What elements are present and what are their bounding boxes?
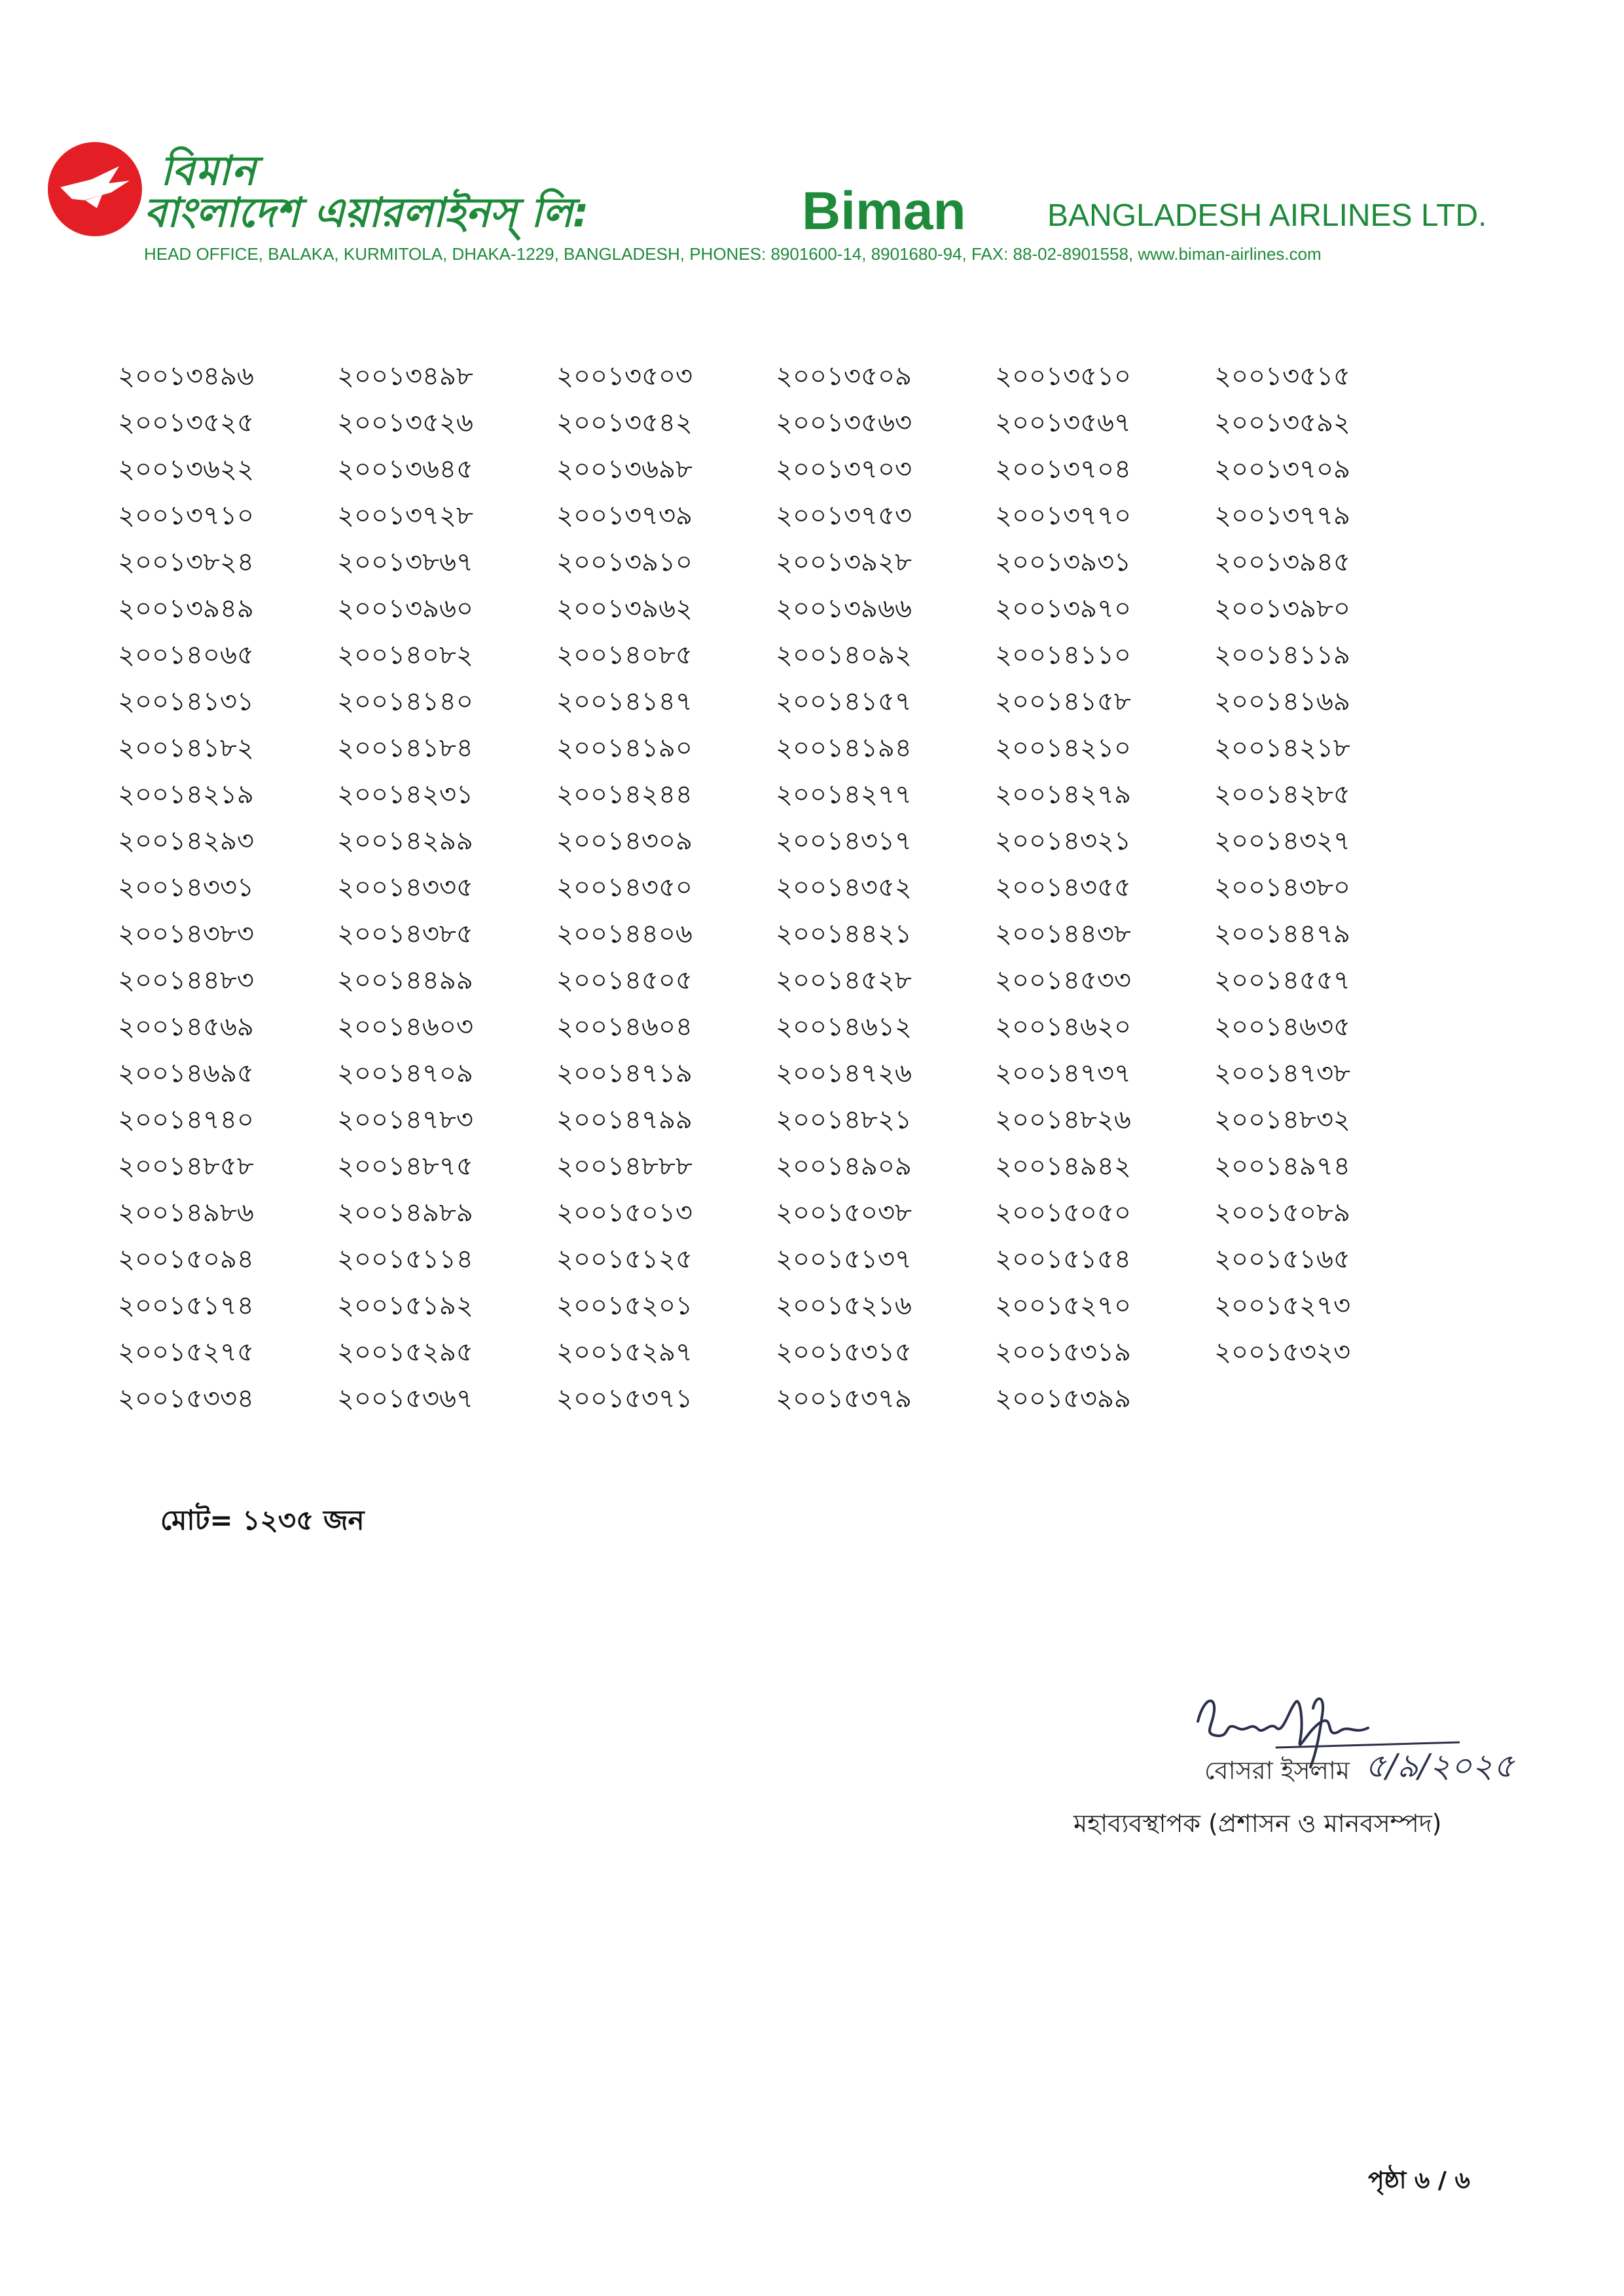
id-number-cell: ২০০১৪৯৮৬ <box>118 1198 254 1228</box>
id-number-cell: ২০০১৫১২৫ <box>556 1244 693 1274</box>
id-number-cell: ২০০১৪১৫৭ <box>776 687 912 717</box>
id-number-cell: ২০০১৪১৮৪ <box>337 733 473 763</box>
id-number-cell: ২০০১৫১৯২ <box>337 1291 473 1321</box>
id-number-cell: ২০০১৪৩৫৫ <box>995 872 1131 903</box>
id-number-cell: ২০০১৩৫০৩ <box>556 361 693 391</box>
id-number-cell: ২০০১৪৫৫৭ <box>1214 965 1350 996</box>
id-number-cell: ২০০১৩৬৪৫ <box>337 454 473 484</box>
id-number-cell: ২০০১৪৮৭৫ <box>337 1151 473 1181</box>
id-number-cell: ২০০১৩৫৯২ <box>1214 408 1350 438</box>
id-number-cell: ২০০১৪২৯৯ <box>337 826 473 856</box>
id-number-cell: ২০০১৫৩১৯ <box>995 1337 1131 1367</box>
id-number-cell: ২০০১৩৮৬৭ <box>337 547 473 577</box>
id-number-cell: ২০০১৩৭২৮ <box>337 501 473 531</box>
id-number-cell: ২০০১৩৭১০ <box>118 501 254 531</box>
id-number-cell: ২০০১৪৬১২ <box>776 1012 912 1042</box>
id-number-cell: ২০০১৪১৫৮ <box>995 687 1131 717</box>
id-number-cell: ২০০১৪২৭৭ <box>776 780 912 810</box>
id-number-cell: ২০০১৩৪৯৮ <box>337 361 473 391</box>
id-number-cell: ২০০১৩৫৬৩ <box>776 408 912 438</box>
id-number-cell: ২০০১৪১৪০ <box>337 687 473 717</box>
id-number-cell: ২০০১৩৯৬০ <box>337 594 473 624</box>
id-number-cell: ২০০১৪২১০ <box>995 733 1131 763</box>
id-number-cell: ২০০১৫১৩৭ <box>776 1244 912 1274</box>
id-number-cell: ২০০১৪৭২৬ <box>776 1058 912 1088</box>
id-number-cell: ২০০১৩৭৩৯ <box>556 501 693 531</box>
id-number-cell: ২০০১৪২১৯ <box>118 780 254 810</box>
id-number-cell: ২০০১৪৭৩৮ <box>1214 1058 1350 1088</box>
id-number-cell: ২০০১৩৯২৮ <box>776 547 912 577</box>
id-number-cell: ২০০১৩৭০৪ <box>995 454 1131 484</box>
id-number-cell: ২০০১৪৬০৪ <box>556 1012 693 1042</box>
signature-date: ৫/৯/২০২৫ <box>1365 1747 1515 1785</box>
id-number-cell: ২০০১৪৩৮৫ <box>337 919 473 949</box>
id-number-cell: ২০০১৫১৬৫ <box>1214 1244 1350 1274</box>
id-number-cell: ২০০১৩৪৯৬ <box>118 361 254 391</box>
id-number-cell: ২০০১৪১৮২ <box>118 733 254 763</box>
id-number-cell: ২০০১৪১১০ <box>995 640 1131 670</box>
letterhead <box>46 137 1486 281</box>
id-number-cell: ২০০১৪৩০৯ <box>556 826 693 856</box>
id-number-cell: ২০০১৩৯৭০ <box>995 594 1131 624</box>
id-number-cell: ২০০১৪৪৩৮ <box>995 919 1131 949</box>
id-number-cell: ২০০১৩৫২৬ <box>337 408 473 438</box>
id-number-cell: ২০০১৪৫২৮ <box>776 965 912 996</box>
id-number-cell: ২০০১৫০৩৮ <box>776 1198 912 1228</box>
id-number-cell: ২০০১৫৩৭১ <box>556 1384 693 1414</box>
id-number-cell: ২০০১৪৩৮০ <box>1214 872 1350 903</box>
id-number-cell: ২০০১৪৯৮৯ <box>337 1198 473 1228</box>
id-number-cell: ২০০১৩৫২৫ <box>118 408 254 438</box>
id-number-cell: ২০০১৩৭৭৯ <box>1214 501 1350 531</box>
id-number-cell: ২০০১৪২৯৩ <box>118 826 254 856</box>
id-number-cell: ২০০১৫৩২৩ <box>1214 1337 1350 1367</box>
id-number-cell: ২০০১৩৯১০ <box>556 547 693 577</box>
id-number-cell: ২০০১৪২১৮ <box>1214 733 1350 763</box>
id-number-cell: ২০০১৪৪২১ <box>776 919 912 949</box>
id-number-cell: ২০০১৫১১৪ <box>337 1244 473 1274</box>
brand-name-english-subtitle: BANGLADESH AIRLINES LTD. <box>1047 198 1487 233</box>
id-number-cell: ২০০১৩৫৬৭ <box>995 408 1131 438</box>
id-number-cell: ২০০১৪৩৩১ <box>118 872 254 903</box>
signatory-name: বোসরা ইসলাম <box>1204 1756 1350 1785</box>
id-number-cell: ২০০১৩৬২২ <box>118 454 255 484</box>
id-number-cell: ২০০১৪১১৯ <box>1214 640 1350 670</box>
id-number-cell: ২০০১৫২০১ <box>556 1291 693 1321</box>
id-number-cell: ২০০১৫৩১৫ <box>776 1337 912 1367</box>
id-number-cell: ২০০১৪২৭৯ <box>995 780 1131 810</box>
id-number-cell: ২০০১৪১৬৯ <box>1214 687 1350 717</box>
id-number-cell: ২০০১৩৫০৯ <box>776 361 912 391</box>
id-number-cell: ২০০১৫২৯৭ <box>556 1337 693 1367</box>
id-number-cell: ২০০১৪৫৩৩ <box>995 965 1131 996</box>
id-number-cell: ২০০১৪৭৯৯ <box>556 1105 693 1135</box>
id-number-cell: ২০০১৪৮৫৮ <box>118 1151 254 1181</box>
id-number-cell: ২০০১৪৩১৭ <box>776 826 912 856</box>
id-number-cell: ২০০১৪৩২৭ <box>1214 826 1350 856</box>
id-number-cell: ২০০১৫০১৩ <box>556 1198 693 1228</box>
id-number-cell: ২০০১৪৬২০ <box>995 1012 1131 1042</box>
id-number-cell: ২০০১৪১৯০ <box>556 733 693 763</box>
brand-name-bengali-line2: বাংলাদেশ এয়ারলাইনস্ লি: <box>144 188 589 236</box>
id-number-cell: ২০০১৪৫৬৯ <box>118 1012 254 1042</box>
id-number-cell: ২০০১৪৪৯৯ <box>337 965 473 996</box>
id-number-cell: ২০০১৪৯৪২ <box>995 1151 1131 1181</box>
id-number-cell: ২০০১৪৬০৩ <box>337 1012 473 1042</box>
id-number-cell: ২০০১৩৯৪৫ <box>1214 547 1350 577</box>
id-number-cell: ২০০১৩৫১০ <box>995 361 1131 391</box>
id-number-cell: ২০০১৫০৫০ <box>995 1198 1131 1228</box>
id-number-cell: ২০০১৫৩৬৭ <box>337 1384 473 1414</box>
id-number-cell: ২০০১৪৮৩২ <box>1214 1105 1350 1135</box>
id-number-cell: ২০০১৫২৭৫ <box>118 1337 254 1367</box>
id-number-cell: ২০০১৫৩৭৯ <box>776 1384 912 1414</box>
id-number-cell: ২০০১৩৭০৩ <box>776 454 912 484</box>
id-number-cell: ২০০১৫১৫৪ <box>995 1244 1131 1274</box>
id-number-cell: ২০০১৫০৮৯ <box>1214 1198 1350 1228</box>
id-number-cell: ২০০১৩৯৩১ <box>995 547 1131 577</box>
id-number-cell: ২০০১৫১৭৪ <box>118 1291 254 1321</box>
id-number-cell: ২০০১৩৯৮০ <box>1214 594 1350 624</box>
id-number-cell: ২০০১৩৭০৯ <box>1214 454 1350 484</box>
id-number-cell: ২০০১৪৮২১ <box>776 1105 912 1135</box>
id-number-cell: ২০০১৩৭৭০ <box>995 501 1132 531</box>
id-number-cell: ২০০১৫৩৩৪ <box>118 1384 254 1414</box>
id-number-cell: ২০০১৩৫১৫ <box>1214 361 1350 391</box>
id-number-cell: ২০০১৫৩৯৯ <box>995 1384 1131 1414</box>
biman-logo-icon <box>46 140 144 238</box>
id-number-cell: ২০০১৪৭৮৩ <box>337 1105 473 1135</box>
id-number-cell: ২০০১৪২৪৪ <box>556 780 693 810</box>
id-number-cell: ২০০১৩৮২৪ <box>118 547 254 577</box>
total-count: মোট= ১২৩৫ জন <box>160 1504 365 1536</box>
id-number-cell: ২০০১৪৬৯৫ <box>118 1058 254 1088</box>
id-number-cell: ২০০১৩৯৬৬ <box>776 594 912 624</box>
id-number-cell: ২০০১৪৫০৫ <box>556 965 693 996</box>
id-number-cell: ২০০১৪০৬৫ <box>118 640 254 670</box>
id-number-cell: ২০০১৪৩২১ <box>995 826 1131 856</box>
id-number-cell: ২০০১৪৯০৯ <box>776 1151 912 1181</box>
id-number-cell: ২০০১৪০৮৫ <box>556 640 693 670</box>
signatory-designation: মহাব্যবস্থাপক (প্রশাসন ও মানবসম্পদ) <box>1074 1809 1442 1838</box>
id-number-cell: ২০০১৩৭৫৩ <box>776 501 912 531</box>
id-number-cell: ২০০১৪৯৭৪ <box>1214 1151 1350 1181</box>
id-number-cell: ২০০১৫২১৬ <box>776 1291 912 1321</box>
id-number-cell: ২০০১৪৭০৯ <box>337 1058 473 1088</box>
brand-name-english: Biman <box>802 181 966 241</box>
id-number-cell: ২০০১৩৬৯৮ <box>556 454 693 484</box>
id-number-cell: ২০০১৪৭৪০ <box>118 1105 254 1135</box>
brand-name-bengali-line1: বিমান <box>160 147 257 194</box>
id-number-cell: ২০০১৩৯৬২ <box>556 594 693 624</box>
id-number-cell: ২০০১৪৭৩৭ <box>995 1058 1131 1088</box>
id-number-cell: ২০০১৪১৩১ <box>118 687 254 717</box>
id-number-cell: ২০০১৪৩৫২ <box>776 872 912 903</box>
id-number-cell: ২০০১৩৫৪২ <box>556 408 693 438</box>
id-number-cell: ২০০১৪৪০৬ <box>556 919 693 949</box>
id-number-cell: ২০০১৪৮৮৮ <box>556 1151 693 1181</box>
id-number-cell: ২০০১৪০৯২ <box>776 640 912 670</box>
id-number-cell: ২০০১৪৩৩৫ <box>337 872 473 903</box>
id-number-cell: ২০০১৫২৯৫ <box>337 1337 473 1367</box>
id-number-cell: ২০০১৪৮২৬ <box>995 1105 1131 1135</box>
id-number-cell: ২০০১৪২৮৫ <box>1214 780 1350 810</box>
id-number-cell: ২০০১৪১৯৪ <box>776 733 912 763</box>
id-number-cell: ২০০১৪৩৮৩ <box>118 919 254 949</box>
id-number-cell: ২০০১৫২৭০ <box>995 1291 1131 1321</box>
id-number-cell: ২০০১৪৭১৯ <box>556 1058 693 1088</box>
id-number-cell: ২০০১৪১৪৭ <box>556 687 693 717</box>
id-number-list <box>118 353 1414 1422</box>
id-number-cell: ২০০১৩৯৪৯ <box>118 594 254 624</box>
id-number-cell: ২০০১৪৩৫০ <box>556 872 693 903</box>
head-office-address: HEAD OFFICE, BALAKA, KURMITOLA, DHAKA-1229, BANGLADESH, PHONES: 8901600-14, 8901680-94, FAX: 88-02-8901558, www.biman-airlines.com <box>144 244 1322 264</box>
id-number-cell: ২০০১৪৪৭৯ <box>1214 919 1350 949</box>
id-number-cell: ২০০১৪০৮২ <box>337 640 473 670</box>
id-number-cell: ২০০১৪৬৩৫ <box>1214 1012 1350 1042</box>
id-number-cell: ২০০১৫২৭৩ <box>1214 1291 1350 1321</box>
id-number-cell: ২০০১৪২৩১ <box>337 780 473 810</box>
id-number-cell: ২০০১৪৪৮৩ <box>118 965 254 996</box>
id-number-cell: ২০০১৫০৯৪ <box>118 1244 254 1274</box>
page-number: পৃষ্ঠা ৬ / ৬ <box>1368 2167 1470 2194</box>
